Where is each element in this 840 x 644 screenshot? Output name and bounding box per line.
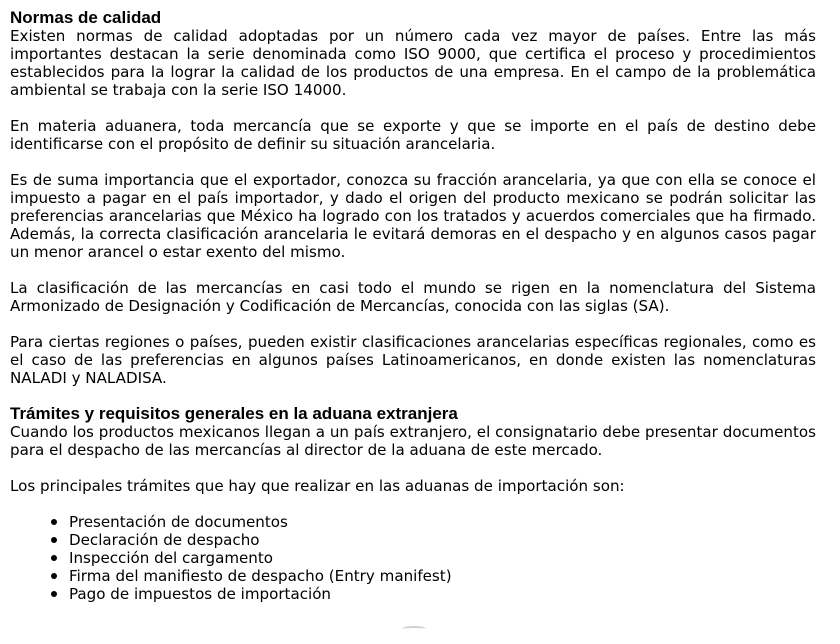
paragraph: Existen normas de calidad adoptadas por un número cada vez mayor de países. Entre las más importantes destacan la serie denominada como ISO 9000, que certifica el proceso y procedimientos establecidos para la lograr la calidad de los productos de una empresa. En el campo de la problemática ambiental se trabaja con la serie ISO 14000. [10,27,816,99]
list-item-text: Pago de impuestos de importación [69,585,332,603]
bullet-icon [51,573,57,579]
list-item [51,531,816,549]
paragraph: Los principales trámites que hay que realizar en las aduanas de importación son: [10,477,625,495]
list-item [51,567,816,585]
paragraph: La clasificación de las mercancías en casi todo el mundo se rigen en la nomenclatura del Sistema Armonizado de Designación y Codificación de Mercancías, conocida con las siglas (SA). [10,279,816,315]
list-item-text: Firma del manifiesto de despacho (Entry manifest) [69,567,452,585]
section-heading-tramites: Trámites y requisitos generales en la aduana extranjera [10,404,458,423]
paragraph: Es de suma importancia que el exportador, conozca su fracción arancelaria, ya que con ella se conoce el impuesto a pagar en el país importador, y dado el origen del producto mexicano se podrán solicitar las preferencias arancelarias que México ha logrado con los tratados y acuerdos comerciales que ha firmado. Además, la correcta clasificación arancelaria le evitará demoras en el despacho y en algunos casos pagar un menor arancel o estar exento del mismo. [10,171,816,261]
bullet-icon [51,591,57,597]
document-body [10,9,816,603]
paragraph: Para ciertas regiones o países, pueden existir clasificaciones arancelarias específicas regionales, como es el caso de las preferencias en algunos países Latinoamericanos, en donde existen las nomenclaturas NALADI y NALADISA. [10,333,816,387]
cropped-image-edge [402,626,426,632]
list-item [51,549,816,567]
bullet-icon [51,555,57,561]
section-heading-normas: Normas de calidad [10,8,162,27]
paragraph: Cuando los productos mexicanos llegan a un país extranjero, el consignatario debe presentar documentos para el despacho de las mercancías al director de la aduana de este mercado. [10,423,816,459]
paragraph: En materia aduanera, toda mercancía que se exporte y que se importe en el país de destino debe identificarse con el propósito de definir su situación arancelaria. [10,117,816,153]
bullet-icon [51,537,57,543]
bullet-icon [51,519,57,525]
list-item-text: Declaración de despacho [69,531,260,549]
list-item [51,585,816,603]
requirements-list [10,513,816,603]
list-item-text: Presentación de documentos [69,513,288,531]
list-item-text: Inspección del cargamento [69,549,274,567]
list-item [51,513,816,531]
